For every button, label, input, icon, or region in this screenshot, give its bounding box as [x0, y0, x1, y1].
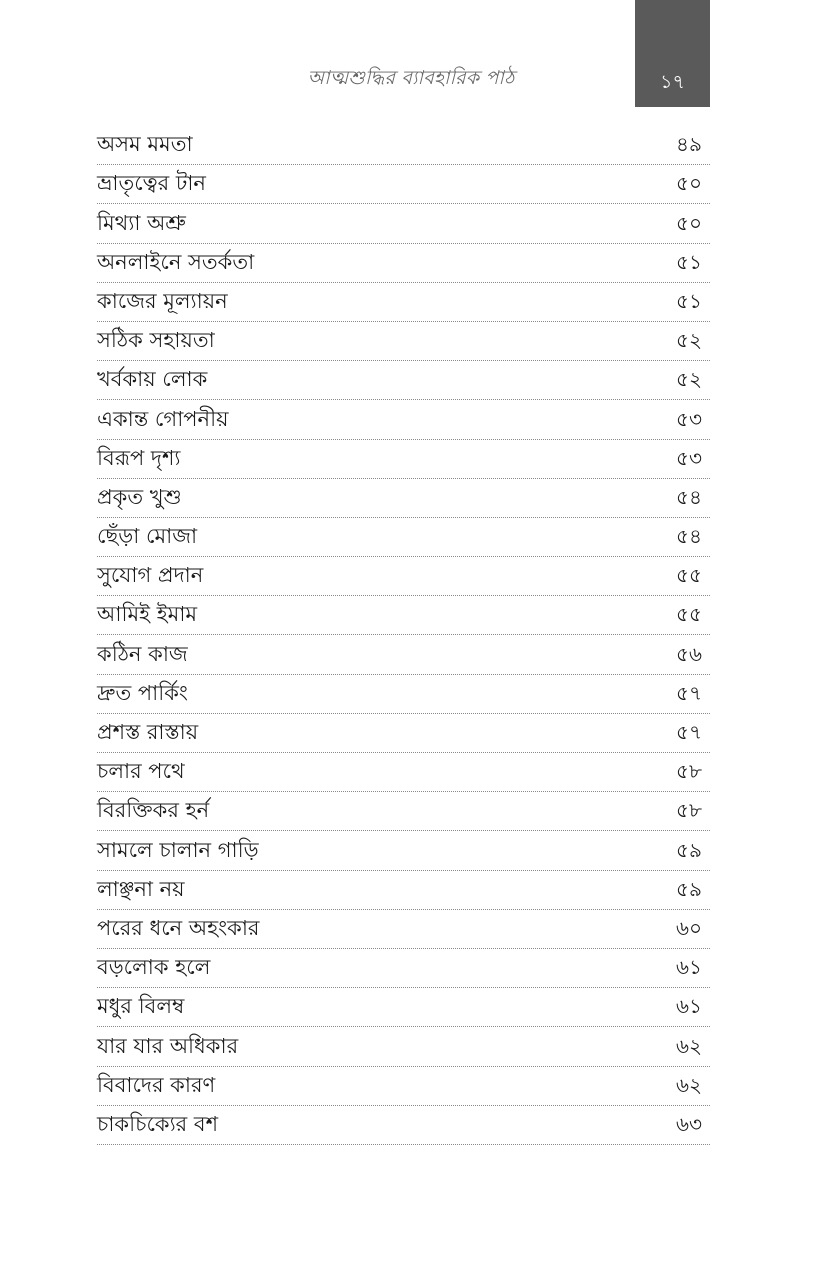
toc-entry — [97, 831, 710, 870]
toc-entry — [97, 753, 710, 792]
toc-entry-page: ৬১ — [676, 955, 702, 980]
toc-entry — [97, 244, 710, 283]
toc-entry-title: খর্বকায় লোক — [97, 367, 208, 392]
toc-entry-title: দ্রুত পার্কিং — [97, 680, 188, 705]
toc-entry — [97, 1027, 710, 1066]
toc-entry-page: ৬০ — [675, 915, 702, 940]
toc-entry — [97, 714, 710, 753]
toc-entry-title: মধুর বিলম্ব — [97, 994, 185, 1019]
toc-entry-page: ৫৯ — [676, 876, 702, 901]
toc-entry-title: সুযোগ প্রদান — [97, 563, 204, 588]
toc-entry-title: আমিই ইমাম — [97, 602, 198, 627]
toc-entry-page: ৫৪ — [676, 524, 702, 549]
toc-entry — [97, 871, 710, 910]
toc-entry-page: ৫৫ — [676, 602, 702, 627]
toc-entry — [97, 635, 710, 674]
toc-entry-page: ৫১ — [676, 288, 702, 313]
toc-entry-title: যার যার অধিকার — [97, 1033, 239, 1058]
toc-entry-title: অসম মমতা — [97, 132, 193, 157]
toc-entry-page: ৫৩ — [676, 445, 702, 470]
toc-entry-title: পরের ধনে অহংকার — [97, 915, 260, 940]
toc-entry-title: কাজের মূল্যায়ন — [97, 288, 228, 313]
toc-entry — [97, 596, 710, 635]
toc-entry-page: ৫৬ — [676, 641, 702, 666]
toc-entry-page: ৬২ — [675, 1072, 702, 1097]
toc-entry — [97, 165, 710, 204]
toc-entry-title: লাঞ্ছনা নয় — [97, 876, 185, 901]
toc-entry-title: বড়লোক হলে — [97, 955, 211, 980]
toc-entry-page: ৫০ — [676, 171, 702, 196]
toc-entry-page: ৫৮ — [676, 798, 702, 823]
toc-entry-page: ৬২ — [675, 1033, 702, 1058]
toc-entry-page: ৫৭ — [676, 680, 702, 705]
toc-entry — [97, 988, 710, 1027]
toc-entry — [97, 283, 710, 322]
toc-entry-page: ৫০ — [676, 210, 702, 235]
toc-entry-page: ৬৩ — [675, 1111, 702, 1136]
toc-entry-title: বিবাদের কারণ — [97, 1072, 216, 1097]
book-title: আত্মশুদ্ধির ব্যাবহারিক পাঠ — [307, 67, 515, 89]
toc-entry-page: ৫৮ — [676, 759, 702, 784]
toc-entry-page: ৫৯ — [676, 837, 702, 862]
toc-entry-page: ৬১ — [676, 994, 702, 1019]
toc-entry-title: সামলে চালান গাড়ি — [97, 837, 259, 862]
toc-entry-page: ৫১ — [676, 249, 702, 274]
toc-entry — [97, 1067, 710, 1106]
toc-entry-title: ছেঁড়া মোজা — [97, 524, 198, 549]
page-number-tab — [635, 0, 710, 107]
toc-entry-title: ভ্রাতৃত্বের টান — [97, 171, 206, 196]
toc-entry — [97, 910, 710, 949]
toc-entry — [97, 479, 710, 518]
toc-entry-page: ৫২ — [676, 367, 702, 392]
toc-entry-page: ৪৯ — [676, 132, 702, 157]
toc-entry — [97, 792, 710, 831]
toc-entry — [97, 204, 710, 243]
toc-entry-title: অনলাইনে সতর্কতা — [97, 249, 255, 274]
page-number: ১৭ — [660, 71, 685, 93]
toc-entry-title: চলার পথে — [97, 759, 185, 784]
toc-entry-title: একান্ত গোপনীয় — [97, 406, 229, 431]
toc-entry-page: ৫৪ — [676, 484, 702, 509]
toc-entry-title: প্রশস্ত রাস্তায় — [97, 720, 199, 744]
toc-entry — [97, 126, 710, 165]
toc-entry-title: বিরক্তিকর হর্ন — [97, 798, 210, 823]
table-of-contents — [97, 126, 710, 1145]
toc-entry — [97, 361, 710, 400]
toc-entry-title: মিথ্যা অশ্রু — [97, 210, 186, 235]
toc-entry — [97, 322, 710, 361]
toc-entry — [97, 949, 710, 988]
toc-entry-page: ৫৩ — [676, 406, 702, 431]
toc-entry-page: ৫২ — [676, 328, 702, 353]
toc-entry — [97, 675, 710, 714]
toc-entry-title: প্রকৃত খুশু — [97, 484, 182, 509]
toc-entry-title: চাকচিক্যের বশ — [97, 1111, 219, 1136]
toc-entry — [97, 400, 710, 439]
toc-entry-page: ৫৫ — [676, 563, 702, 588]
toc-entry — [97, 1106, 710, 1145]
toc-entry — [97, 440, 710, 479]
toc-entry — [97, 557, 710, 596]
toc-entry-title: বিরূপ দৃশ্য — [97, 445, 181, 470]
toc-entry-page: ৫৭ — [676, 720, 702, 744]
toc-entry-title: কঠিন কাজ — [97, 641, 188, 666]
toc-entry — [97, 518, 710, 557]
toc-entry-title: সঠিক সহায়তা — [97, 328, 215, 353]
